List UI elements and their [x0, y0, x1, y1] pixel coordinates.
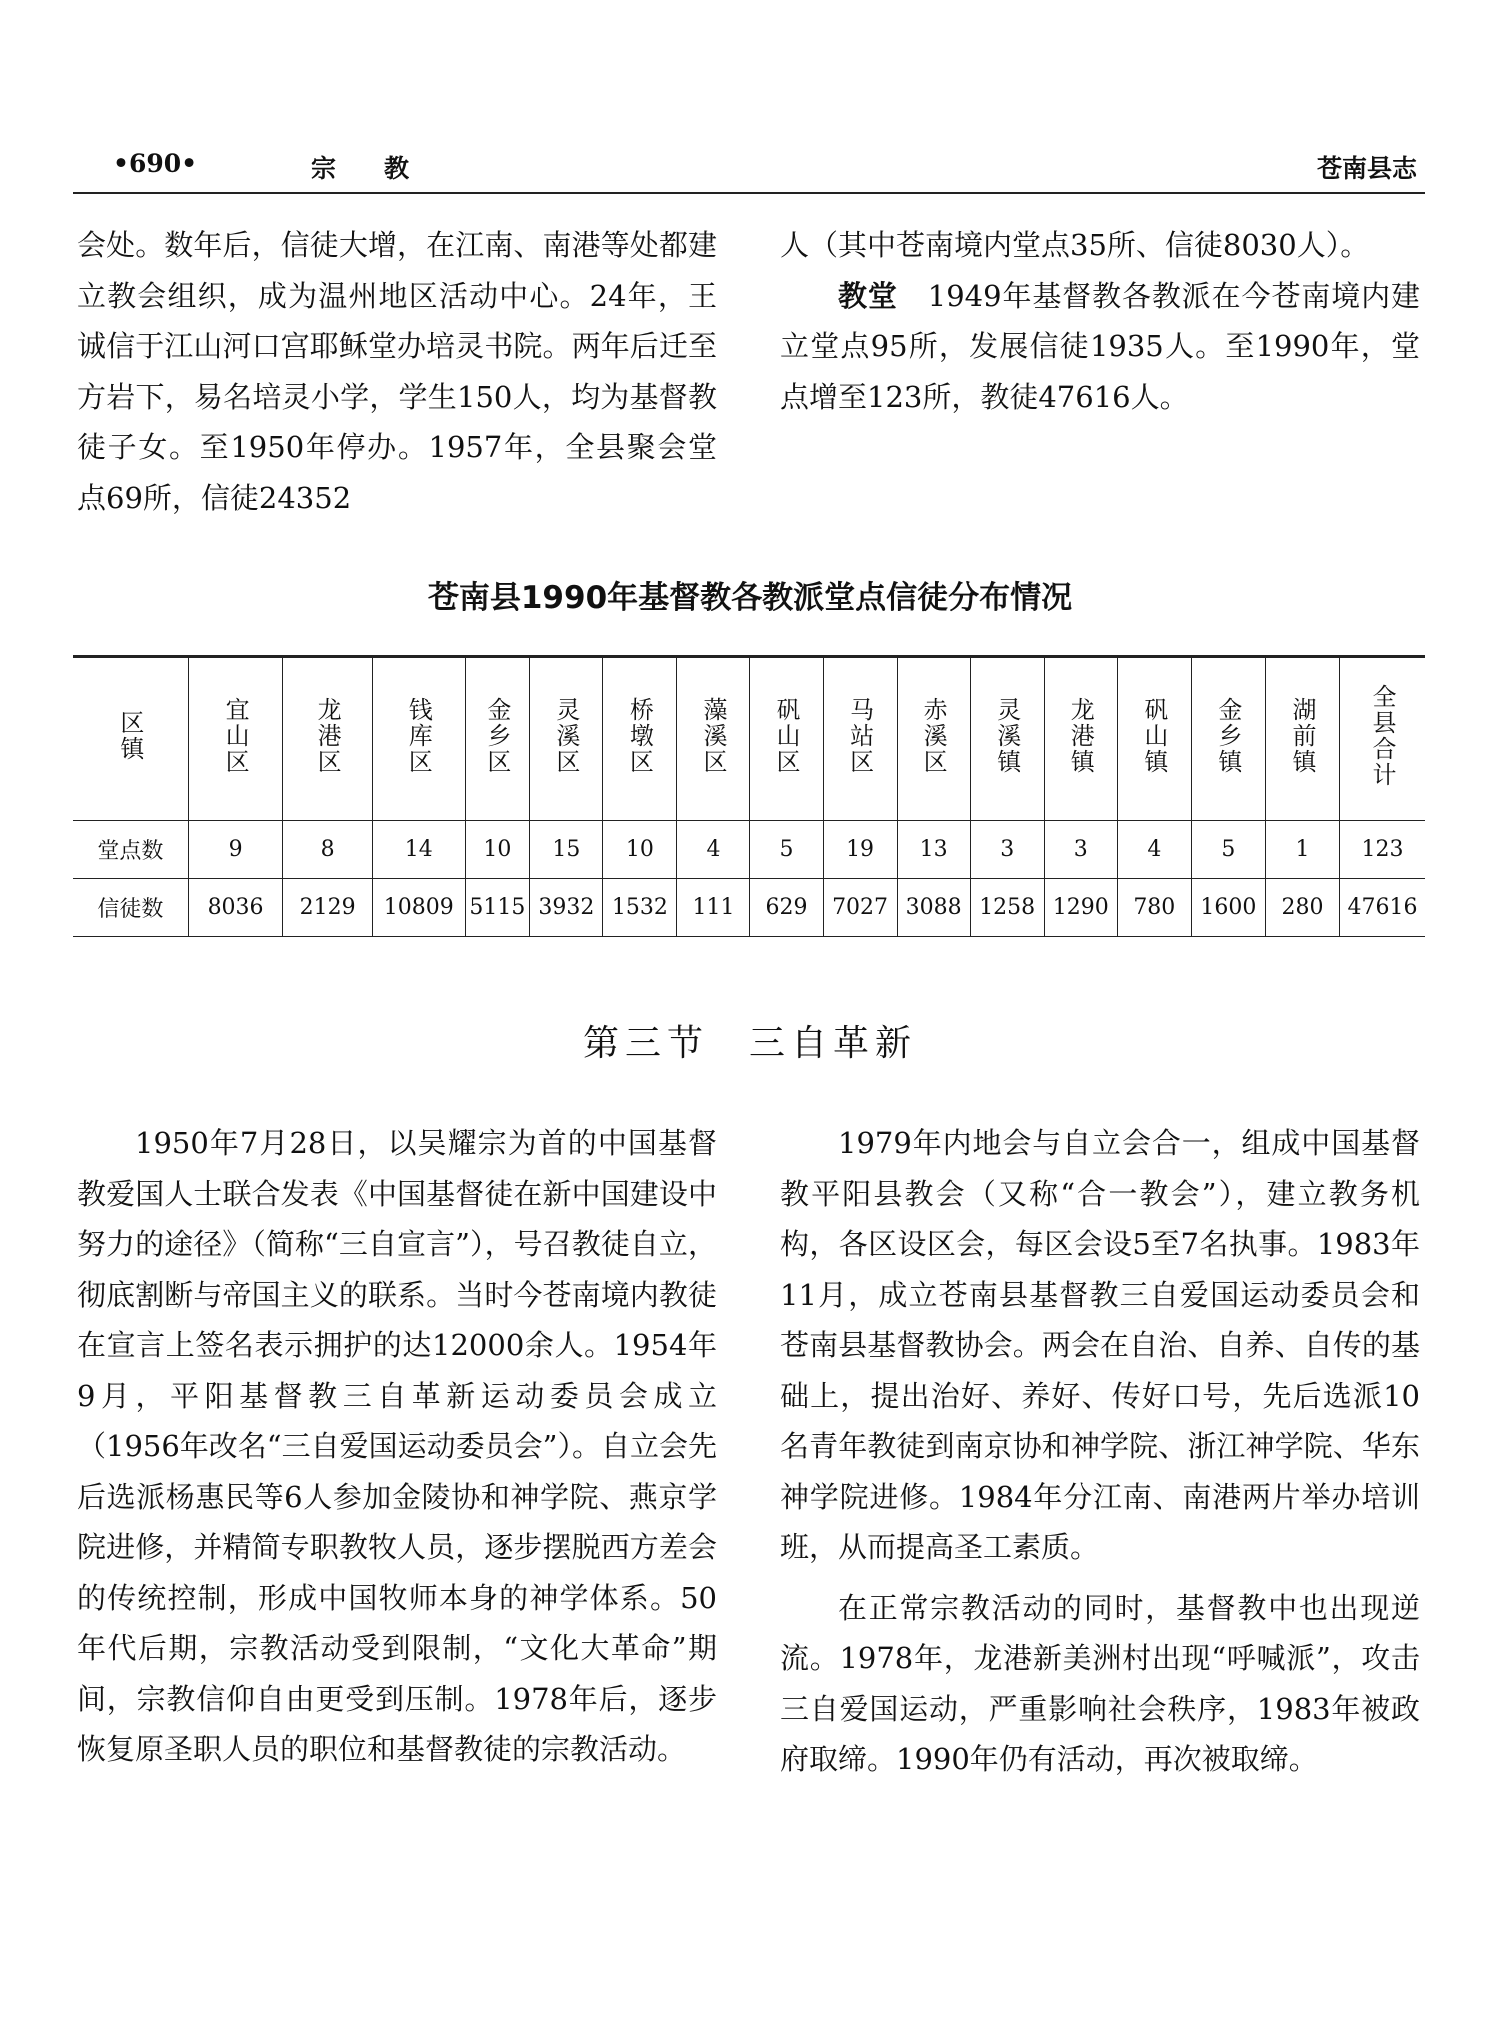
column-header-label: 桥墩区 — [625, 697, 654, 775]
table-cell: 13 — [897, 821, 970, 879]
column-header-label: 矾山镇 — [1139, 697, 1168, 775]
table-cell: 111 — [677, 879, 750, 937]
column-header-label: 钱库区 — [404, 697, 433, 775]
column-header — [970, 657, 1044, 821]
table-cell: 8036 — [188, 879, 283, 937]
table-cell: 10809 — [372, 879, 465, 937]
table-cell: 1290 — [1044, 879, 1117, 937]
church-text: 1949年基督教各教派在今苍南境内建立堂点95所，发展信徒1935人。至1990年，堂点增至123所，教徒47616人。 — [780, 278, 1420, 414]
column-header-label: 龙港区 — [313, 697, 342, 775]
table-row — [73, 879, 1425, 937]
table-cell: 3088 — [897, 879, 970, 937]
table-cell: 629 — [750, 879, 823, 937]
bottom-left-paragraph: 1950年7月28日，以吴耀宗为首的中国基督教爱国人士联合发表《中国基督徒在新中国建设中努力的途径》（简称“三自宣言”），号召教徒自立，彻底割断与帝国主义的联系。当时今苍南境内教徒在宣言上签名表示拥护的达12000余人。1954年9月，平阳基督教三自革新运动委员会成立（1956年改名“三自爱国运动委员会”）。自立会先后选派杨惠民等6人参加金陵协和神学院、燕京学院进修，并精简专职教牧人员，逐步摆脱西方差会的传统控制，形成中国牧师本身的神学体系。50年代后期，宗教活动受到限制，“文化大革命”期间，宗教信仰自由更受到压制。1978年后，逐步恢复原圣职人员的职位和基督教徒的宗教活动。 — [77, 1126, 717, 1766]
column-header — [677, 657, 750, 821]
column-header — [1340, 657, 1425, 821]
column-header-label: 马站区 — [845, 697, 874, 775]
table-cell: 47616 — [1340, 879, 1425, 937]
section-name: 三自革新 — [749, 1023, 918, 1064]
column-header-label: 金乡镇 — [1213, 697, 1242, 775]
table-cell: 280 — [1265, 879, 1339, 937]
column-header — [897, 657, 970, 821]
corner-header — [73, 657, 188, 821]
column-header-label: 矾山区 — [772, 697, 800, 775]
table-cell: 5 — [1191, 821, 1265, 879]
column-header-label: 全县合计 — [1368, 684, 1396, 788]
table-cell: 7027 — [823, 879, 897, 937]
column-header-label: 金乡区 — [482, 697, 511, 775]
column-header — [283, 657, 373, 821]
column-header — [1117, 657, 1191, 821]
section-number: 第三节 — [582, 1023, 709, 1064]
column-header — [603, 657, 677, 821]
table-cell: 3 — [1044, 821, 1117, 879]
section-title — [0, 1015, 1500, 1066]
table-cell: 15 — [530, 821, 603, 879]
table-cell: 10 — [465, 821, 530, 879]
book-title: 苍南县志 — [1316, 154, 1417, 183]
column-header — [465, 657, 530, 821]
table-cell: 8 — [283, 821, 373, 879]
row-label: 堂点数 — [73, 821, 188, 879]
page-header — [73, 137, 1423, 185]
distribution-table — [73, 655, 1425, 937]
table-cell: 123 — [1340, 821, 1425, 879]
table-cell: 14 — [372, 821, 465, 879]
table-cell: 780 — [1117, 879, 1191, 937]
page-number: •690• — [113, 149, 198, 178]
column-header-label: 龙港镇 — [1066, 697, 1095, 775]
column-header — [530, 657, 603, 821]
top-left-paragraph: 会处。数年后，信徒大增，在江南、南港等处都建立教会组织，成为温州地区活动中心。24年，王诚信于江山河口宫耶稣堂办培灵书院。两年后迁至方岩下，易名培灵小学，学生150人，均为基督教徒子女。至1950年停办。1957年，全县聚会堂点69所，信徒24352 — [77, 228, 717, 515]
church-paragraph — [780, 271, 1420, 423]
table-cell: 3932 — [530, 879, 603, 937]
table-cell: 2129 — [283, 879, 373, 937]
table-cell: 4 — [1117, 821, 1191, 879]
bottom-right-paragraph-1: 1979年内地会与自立会合一，组成中国基督教平阳县教会（又称“合一教会”），建立教务机构，各区设区会，每区会设5至7名执事。1983年11月，成立苍南县基督教三自爱国运动委员会和苍南县基督教协会。两会在自治、自养、自传的基础上，提出治好、养好、传好口号，先后选派10名青年教徒到南京协和神学院、浙江神学院、华东神学院进修。1984年分江南、南港两片举办培训班，从而提高圣工素质。 — [780, 1126, 1420, 1564]
church-heading: 教堂 — [838, 278, 898, 313]
column-header — [823, 657, 897, 821]
header-divider — [73, 192, 1425, 194]
table-header-row — [73, 657, 1425, 821]
column-header-label: 灵溪区 — [551, 697, 580, 775]
column-header — [750, 657, 823, 821]
column-header-label: 灵溪镇 — [992, 697, 1021, 775]
table-cell: 5 — [750, 821, 823, 879]
column-header-label: 宜山区 — [221, 697, 250, 775]
table-cell: 5115 — [465, 879, 530, 937]
column-header-label: 藻溪区 — [698, 697, 727, 775]
column-header — [1044, 657, 1117, 821]
column-header — [188, 657, 283, 821]
table-cell: 19 — [823, 821, 897, 879]
column-header — [1265, 657, 1339, 821]
chapter-category: 宗教 — [311, 154, 458, 183]
table-cell: 1600 — [1191, 879, 1265, 937]
table-title: 苍南县1990年基督教各教派堂点信徒分布情况 — [427, 580, 1073, 616]
table-cell: 1532 — [603, 879, 677, 937]
table-cell: 10 — [603, 821, 677, 879]
table-cell: 1258 — [970, 879, 1044, 937]
corner-label: 区镇 — [115, 710, 144, 762]
table-cell: 9 — [188, 821, 283, 879]
column-header — [372, 657, 465, 821]
row-label: 信徒数 — [73, 879, 188, 937]
continuation-paragraph: 人（其中苍南境内堂点35所、信徒8030人）。 — [780, 228, 1370, 262]
table-cell: 4 — [677, 821, 750, 879]
bottom-right-column — [780, 1118, 1420, 1785]
table-row — [73, 821, 1425, 879]
column-header — [1191, 657, 1265, 821]
column-header-label: 湖前镇 — [1287, 697, 1316, 775]
column-header-label: 赤溪区 — [919, 697, 948, 775]
bottom-right-paragraph-2: 在正常宗教活动的同时，基督教中也出现逆流。1978年，龙港新美洲村出现“呼喊派”，攻击三自爱国运动，严重影响社会秩序，1983年被政府取缔。1990年仍有活动，再次被取缔。 — [780, 1590, 1420, 1776]
table-cell: 1 — [1265, 821, 1339, 879]
top-right-column — [780, 220, 1420, 422]
table-cell: 3 — [970, 821, 1044, 879]
